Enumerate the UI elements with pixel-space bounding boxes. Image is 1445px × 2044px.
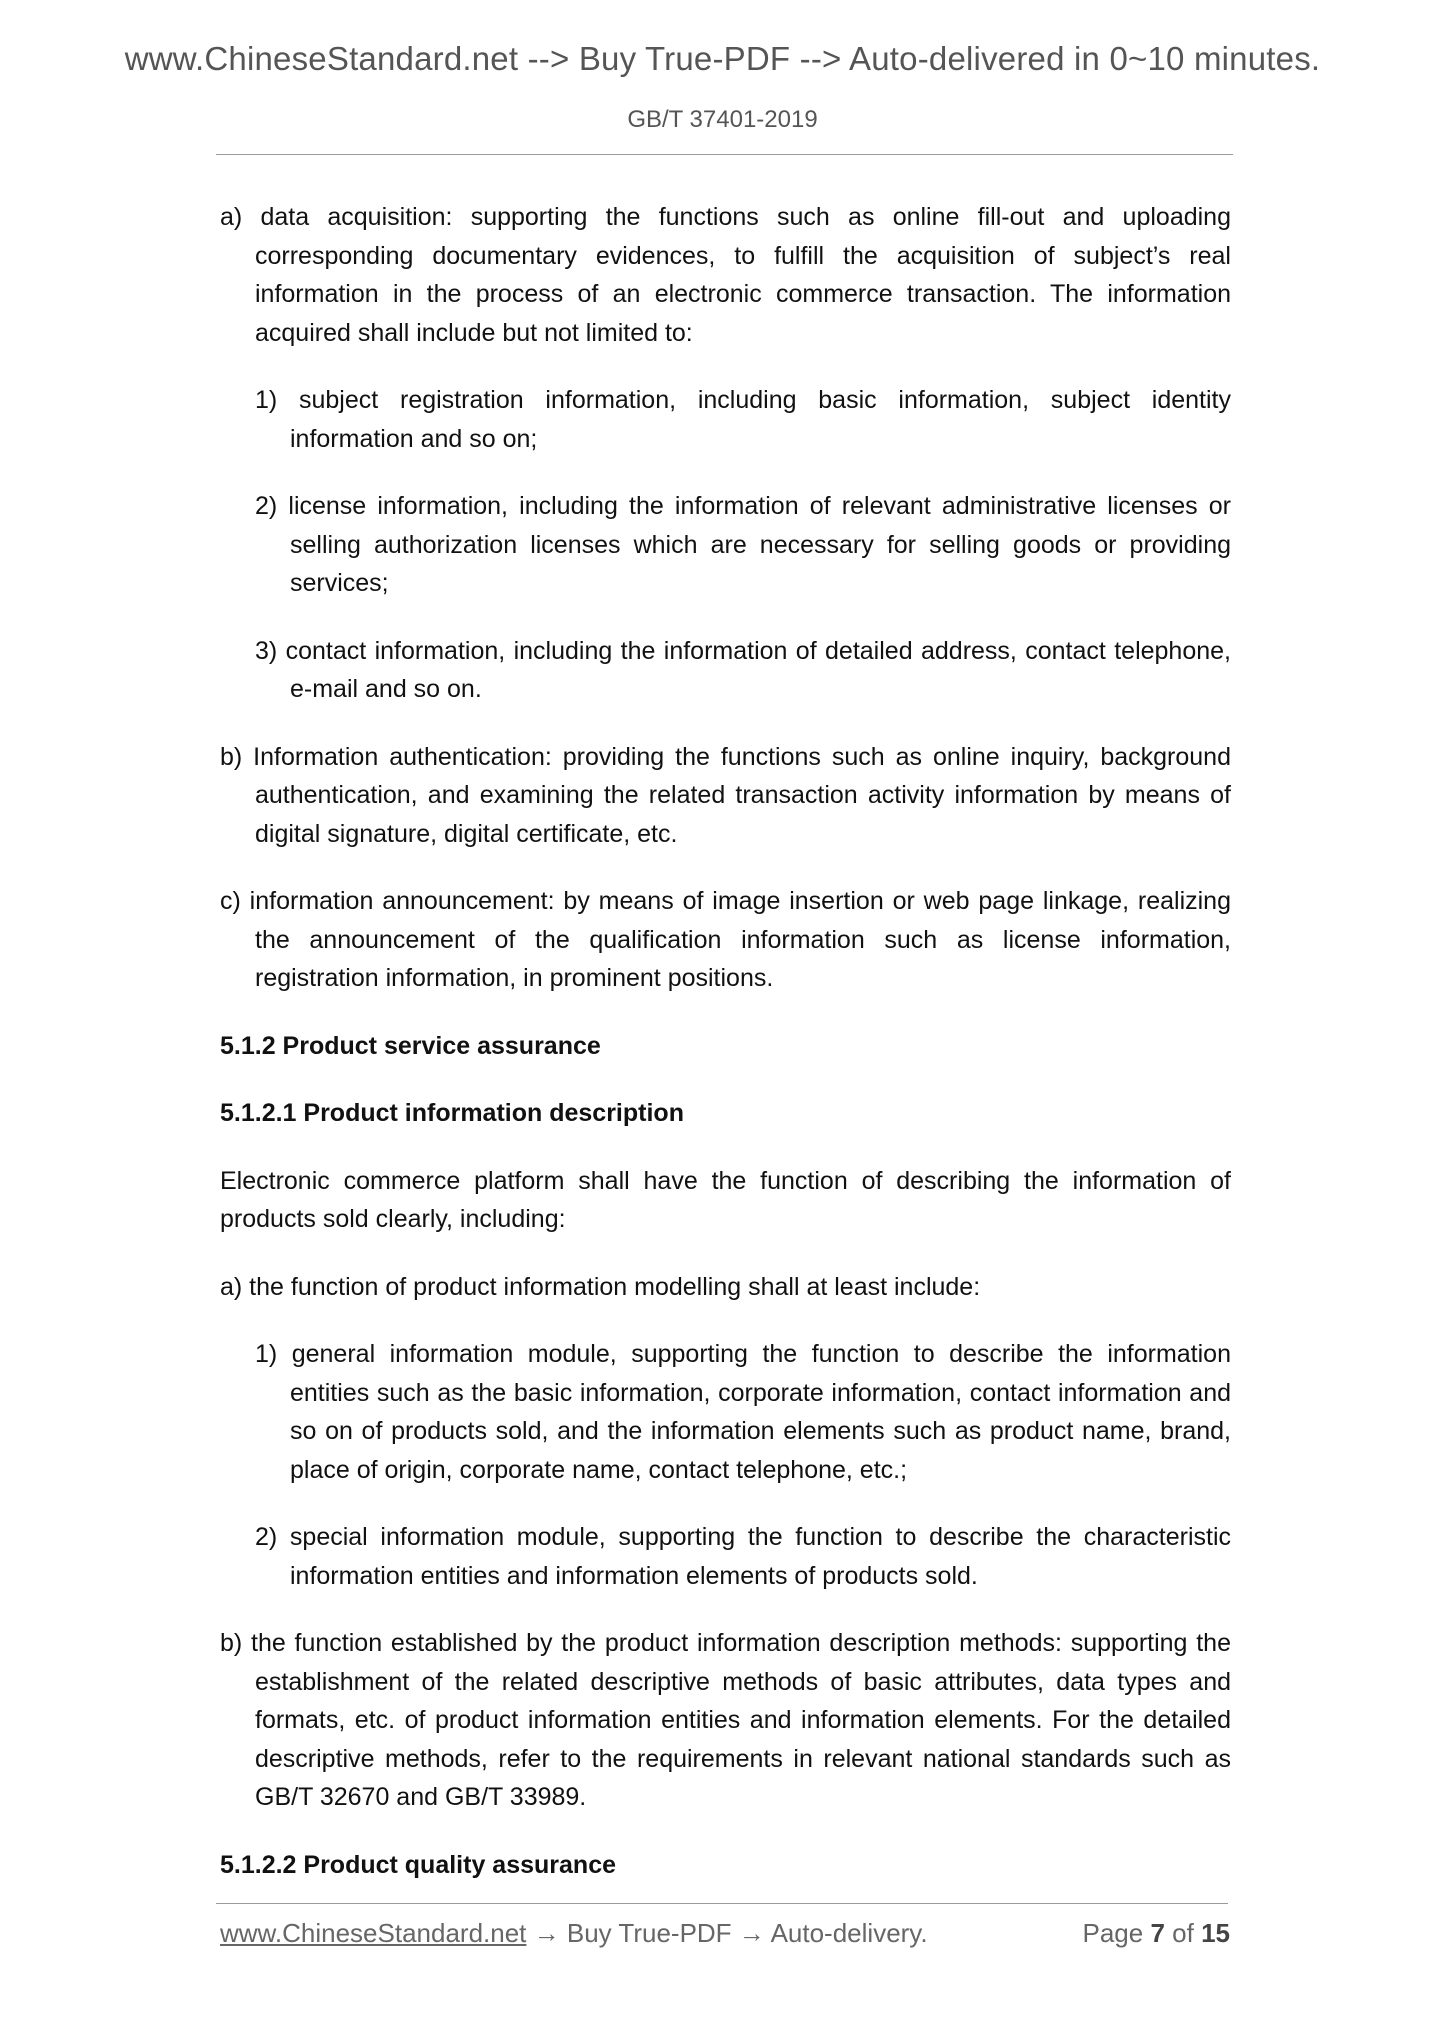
top-banner: www.ChineseStandard.net --> Buy True-PDF --> Auto-delivered in 0~10 minutes.	[124, 40, 1321, 77]
list-item-a2-special-module: 2) special information module, supporting the function to describe the characteristic information entities and information elements of products sold.	[255, 1523, 1231, 1590]
list-item-a2-license-information: 2) license information, including the information of relevant administrative licenses or selling authorization licenses which are necessary for selling goods or providing services;	[255, 492, 1231, 597]
list-item-a-product-modelling: a) the function of product information modelling shall at least include:	[220, 1272, 981, 1301]
footer-tagline: → Buy True-PDF → Auto-delivery.	[526, 1918, 928, 1948]
page-number: 7	[1150, 1918, 1165, 1948]
section-heading-5-1-2-2: 5.1.2.2 Product quality assurance	[220, 1850, 616, 1879]
list-item-a1-subject-registration: 1) subject registration information, including basic information, subject identity information and so on;	[255, 386, 1231, 453]
page-footer	[220, 1918, 1230, 1949]
list-item-a3-contact-information: 3) contact information, including the information of detailed address, contact telephone, e-mail and so on.	[255, 636, 1231, 703]
page-indicator	[1082, 1918, 1230, 1949]
section-heading-5-1-2: 5.1.2 Product service assurance	[220, 1031, 601, 1060]
list-item-a1-general-module: 1) general information module, supporting the function to describe the information entities such as the basic information, corporate information, contact information and so on of products sold, and the information elements such as product name, brand, place of origin, corporate name, contact telephone, etc.;	[255, 1340, 1231, 1484]
list-item-c-information-announcement: c) information announcement: by means of image insertion or web page linkage, realizing the announcement of the qualification information such as license information, registration information, in prominent positions.	[220, 887, 1231, 992]
section-heading-5-1-2-1: 5.1.2.1 Product information description	[220, 1099, 684, 1127]
footer-divider	[216, 1903, 1228, 1904]
of-label: of	[1172, 1918, 1194, 1948]
footer-site-link[interactable]: www.ChineseStandard.net	[220, 1918, 527, 1948]
total-pages: 15	[1201, 1918, 1230, 1948]
list-item-a-data-acquisition: a) data acquisition: supporting the functions such as online fill-out and uploading corresponding documentary evidences, to fulfill the acquisition of subject’s real information in the process of an electronic commerce transaction. The information acquired shall include but not limited to:	[220, 203, 1231, 347]
section-intro-paragraph: Electronic commerce platform shall have the function of describing the information of products sold clearly, including:	[220, 1166, 1231, 1233]
document-body	[220, 198, 1231, 1884]
header-divider	[216, 154, 1233, 155]
list-item-b-information-authentication: b) Information authentication: providing the functions such as online inquiry, background authentication, and examining the related transaction activity information by means of digital signature, digital certificate, etc.	[220, 742, 1231, 848]
list-item-b-description-methods: b) the function established by the product information description methods: supporting the establishment of the related descriptive methods of basic attributes, data types and formats, etc. of product information entities and information elements. For the detailed descriptive methods, refer to the requirements in relevant national standards such as GB/T 32670 and GB/T 33989.	[220, 1629, 1231, 1811]
page-label: Page	[1082, 1918, 1144, 1948]
standard-code: GB/T 37401-2019	[627, 106, 818, 133]
